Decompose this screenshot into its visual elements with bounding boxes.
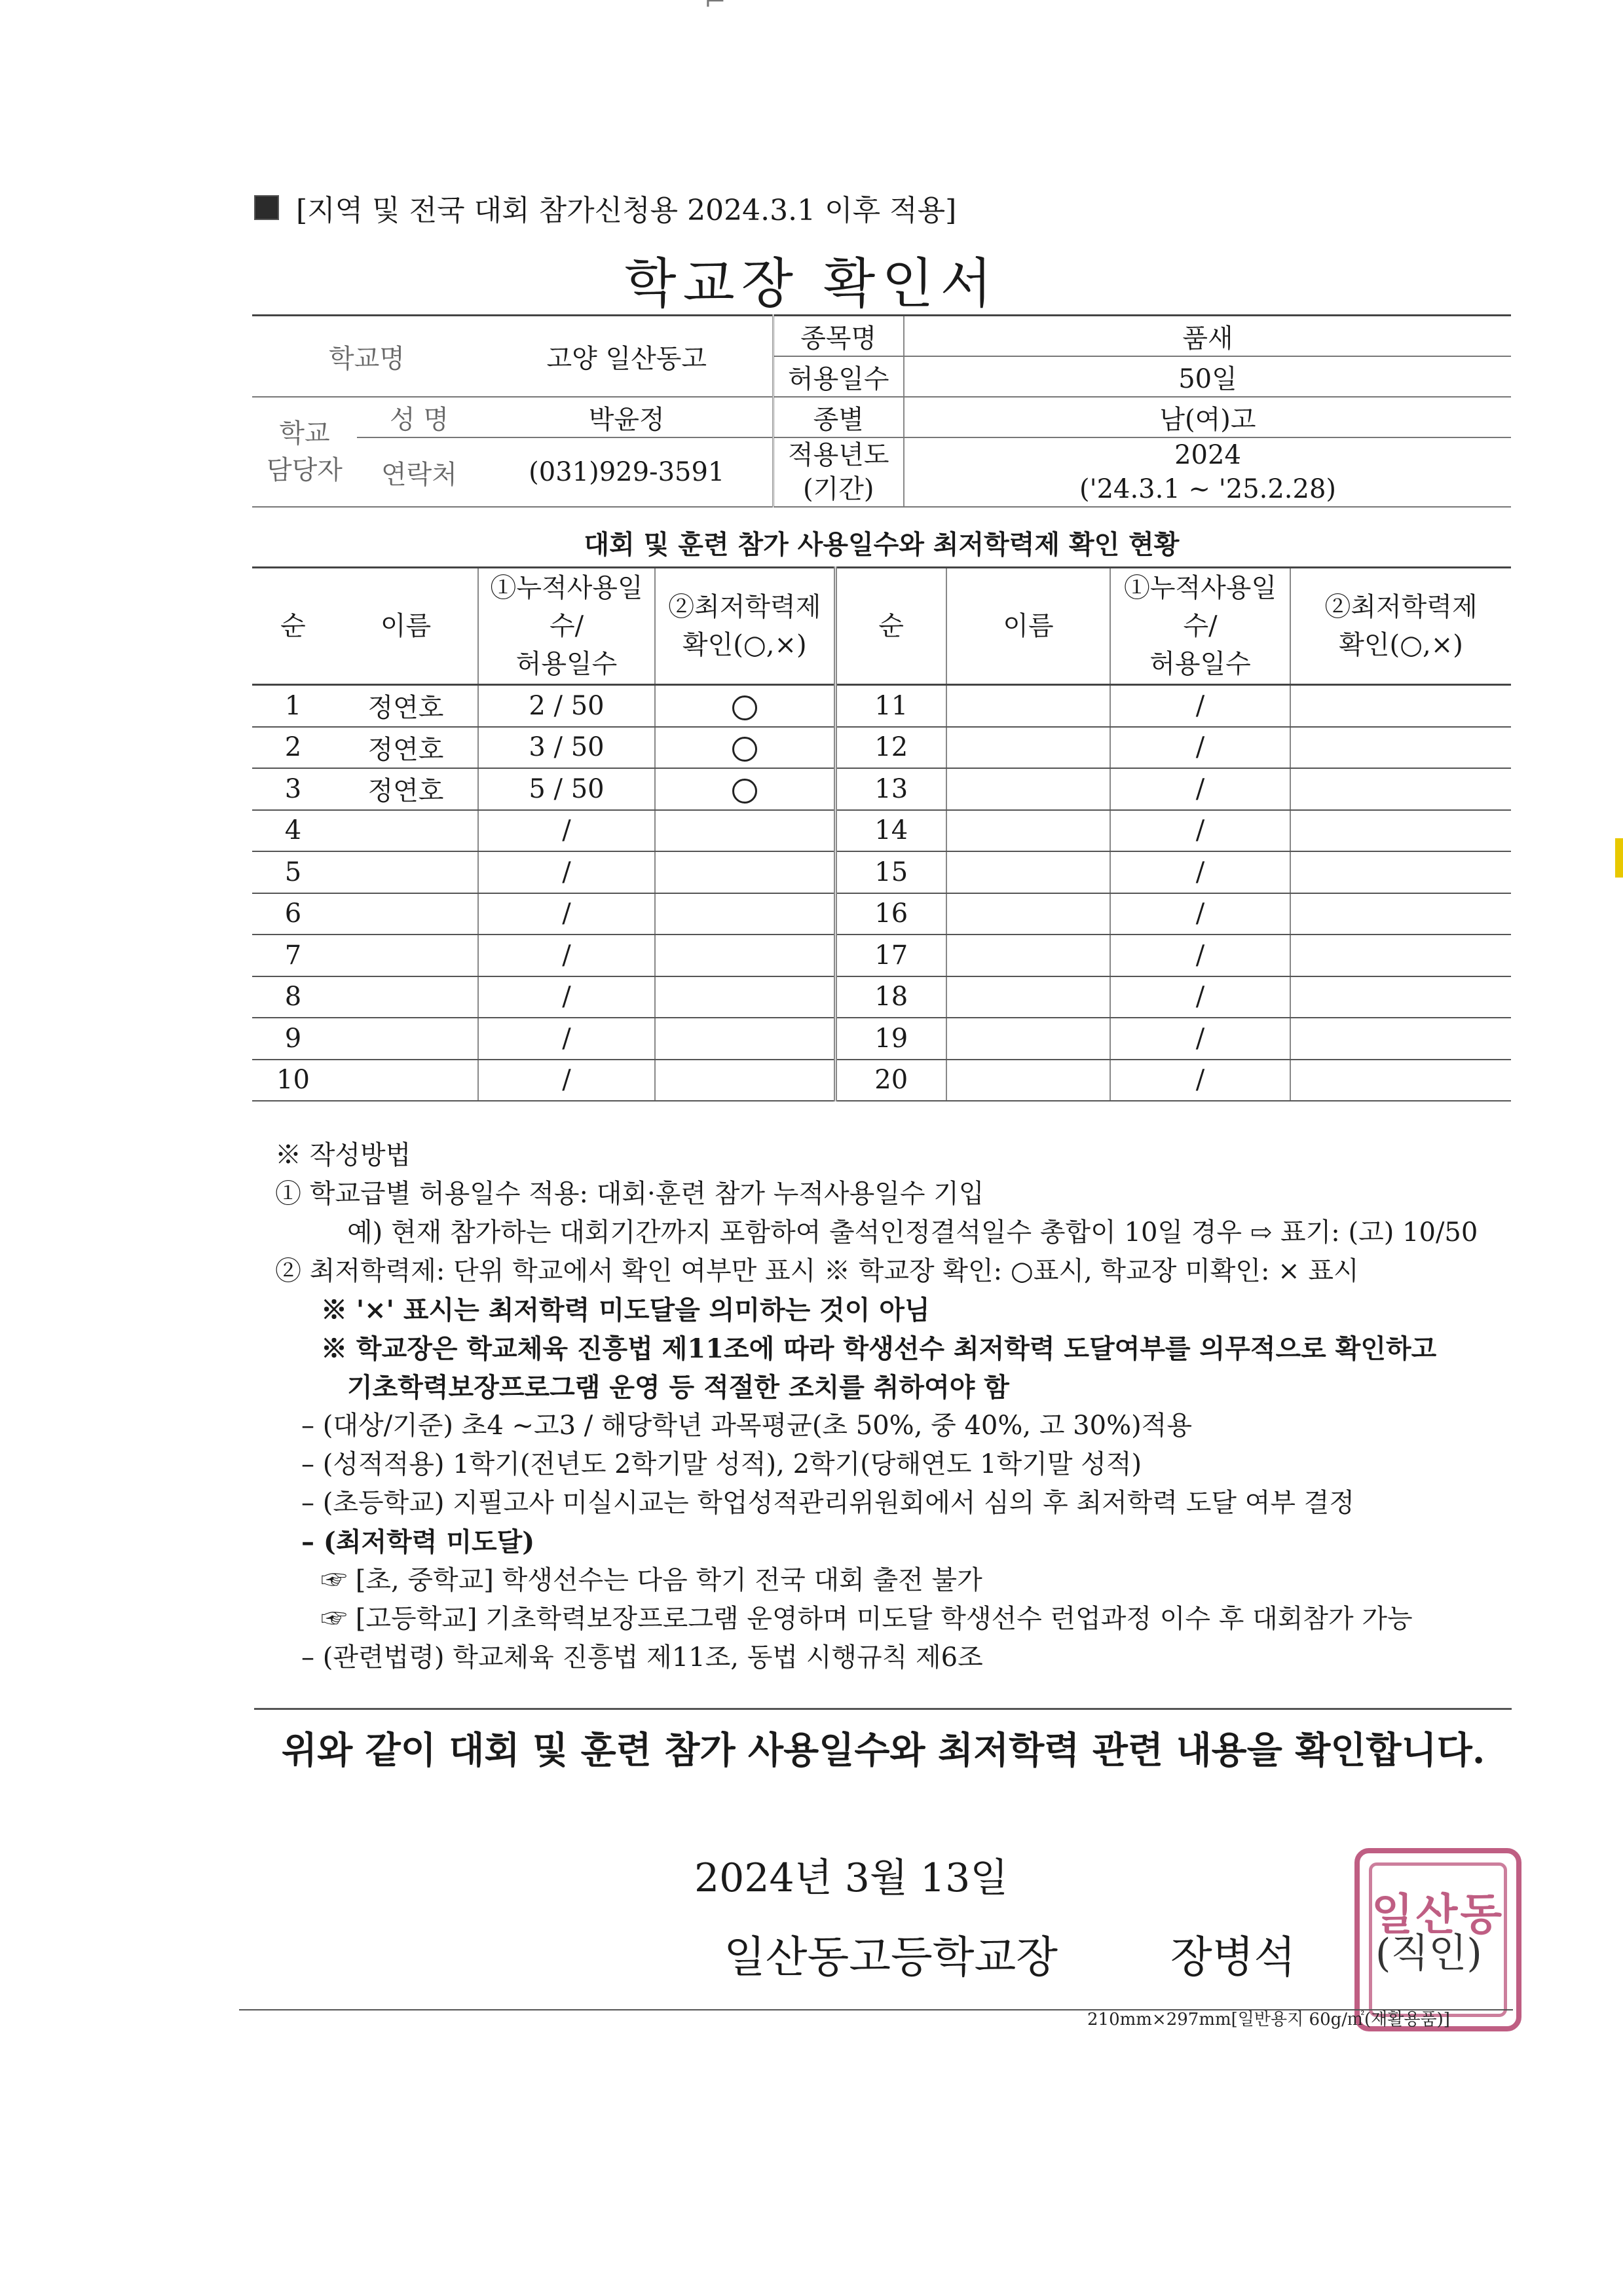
row-confirm-left bbox=[655, 810, 835, 852]
row-confirm-left bbox=[655, 727, 835, 769]
row-name-left bbox=[334, 1018, 478, 1060]
method-heading: ※ 작성방법 bbox=[275, 1140, 411, 1170]
method-line-13: – (관련법령) 학교체육 진흥법 제11조, 동법 시행규칙 제6조 bbox=[301, 1642, 983, 1673]
row-confirm-right bbox=[1290, 976, 1511, 1018]
row-seq-right: 15 bbox=[835, 851, 946, 893]
scan-mark: ⌐ bbox=[704, 0, 726, 17]
event-label: 종목명 bbox=[773, 316, 904, 357]
row-name-right bbox=[946, 685, 1110, 727]
table-row bbox=[252, 685, 1511, 727]
year-label-line1: 적용년도 bbox=[787, 440, 889, 470]
header-note-text: [지역 및 전국 대회 참가신청용 2024.3.1 이후 적용] bbox=[296, 194, 957, 227]
method-line-12: ☞ [고등학교] 기초학력보장프로그램 운영하며 미도달 학생선수 런업과정 이수 후 대회참가 가능 bbox=[321, 1604, 1413, 1634]
method-line-3: ② 최저학력제: 단위 학교에서 확인 여부만 표시 ※ 학교장 확인: ○표시, 학교장 미확인: × 표시 bbox=[275, 1256, 1359, 1286]
row-name-left bbox=[334, 810, 478, 852]
event-value: 품새 bbox=[904, 316, 1511, 357]
row-confirm-left bbox=[655, 685, 835, 727]
header-days-line1: ①누적사용일수/ bbox=[1123, 573, 1277, 641]
row-name-right bbox=[946, 727, 1110, 769]
row-seq-left: 10 bbox=[252, 1060, 334, 1102]
row-days-left: 2 / 50 bbox=[478, 685, 655, 727]
row-name-right bbox=[946, 1018, 1110, 1060]
header-confirm-line2: 확인(○,×) bbox=[1339, 630, 1463, 660]
row-seq-right: 18 bbox=[835, 976, 946, 1018]
row-name-left: 정연호 bbox=[334, 727, 478, 769]
row-days-right: / bbox=[1110, 768, 1290, 810]
row-days-right: / bbox=[1110, 810, 1290, 852]
row-seq-left: 3 bbox=[252, 768, 334, 810]
table-row bbox=[252, 810, 1511, 852]
circle-mark-icon bbox=[732, 737, 757, 762]
row-confirm-left bbox=[655, 851, 835, 893]
method-line-1: ① 학교급별 허용일수 적용: 대회·훈련 참가 누적사용일수 기입 bbox=[275, 1179, 984, 1209]
row-name-right bbox=[946, 935, 1110, 976]
row-days-right: / bbox=[1110, 976, 1290, 1018]
header-seq-left: 순 bbox=[252, 568, 334, 685]
paper-spec-note: 210mm×297mm[일반용지 60g/㎡(재활용품)] bbox=[1087, 2010, 1450, 2029]
method-line-9: – (초등학교) 지필고사 미실시교는 학업성적관리위원회에서 심의 후 최저학력 도달 여부 결정 bbox=[301, 1488, 1355, 1518]
row-name-left bbox=[334, 1060, 478, 1102]
method-line-7: – (대상/기준) 초4 ~고3 / 해당학년 과목평균(초 50%, 중 40%, 고 30%)적용 bbox=[301, 1411, 1192, 1441]
row-confirm-left bbox=[655, 1060, 835, 1102]
row-days-left: / bbox=[478, 1060, 655, 1102]
row-confirm-right bbox=[1290, 893, 1511, 935]
confirm-statement: 위와 같이 대회 및 훈련 참가 사용일수와 최저학력 관련 내용을 확인합니다. bbox=[282, 1729, 1485, 1772]
manager-label bbox=[252, 397, 357, 507]
row-name-left bbox=[334, 851, 478, 893]
row-days-left: / bbox=[478, 851, 655, 893]
row-confirm-right bbox=[1290, 685, 1511, 727]
row-name-right bbox=[946, 893, 1110, 935]
seal-text: 일산동 bbox=[1371, 1889, 1505, 1940]
header-confirm-right bbox=[1290, 568, 1511, 685]
year-value bbox=[904, 437, 1511, 507]
row-name-right bbox=[946, 768, 1110, 810]
table-row bbox=[252, 976, 1511, 1018]
method-line-5: ※ 학교장은 학교체육 진흥법 제11조에 따라 학생선수 최저학력 도달여부를 의무적으로 확인하고 bbox=[321, 1333, 1437, 1364]
gender-label: 종별 bbox=[773, 397, 904, 437]
row-name-right bbox=[946, 1060, 1110, 1102]
row-name-left: 정연호 bbox=[334, 685, 478, 727]
row-seq-right: 16 bbox=[835, 893, 946, 935]
row-confirm-left bbox=[655, 976, 835, 1018]
row-seq-right: 11 bbox=[835, 685, 946, 727]
row-name-right bbox=[946, 851, 1110, 893]
table-row bbox=[252, 768, 1511, 810]
circle-mark-icon bbox=[732, 695, 757, 720]
row-seq-left: 4 bbox=[252, 810, 334, 852]
signature-name: 장병석 bbox=[1170, 1932, 1296, 1982]
row-confirm-left bbox=[655, 768, 835, 810]
row-days-right: / bbox=[1110, 1018, 1290, 1060]
row-days-right: / bbox=[1110, 1060, 1290, 1102]
row-seq-left: 9 bbox=[252, 1018, 334, 1060]
header-days-right bbox=[1110, 568, 1290, 685]
row-seq-right: 13 bbox=[835, 768, 946, 810]
row-confirm-right bbox=[1290, 727, 1511, 769]
row-seq-right: 12 bbox=[835, 727, 946, 769]
header-days-line1: ①누적사용일수/ bbox=[490, 573, 643, 641]
row-days-right: / bbox=[1110, 935, 1290, 976]
row-days-left: / bbox=[478, 935, 655, 976]
year-value-line1: 2024 bbox=[1174, 440, 1241, 470]
row-name-left bbox=[334, 976, 478, 1018]
row-confirm-left bbox=[655, 935, 835, 976]
info-table bbox=[252, 314, 1511, 508]
row-seq-left: 7 bbox=[252, 935, 334, 976]
header-name-left: 이름 bbox=[334, 568, 478, 685]
row-confirm-right bbox=[1290, 851, 1511, 893]
seal-label: (직인) bbox=[1375, 1931, 1482, 1976]
row-confirm-right bbox=[1290, 768, 1511, 810]
table-row bbox=[252, 1018, 1511, 1060]
manager-label-line2: 담당자 bbox=[267, 455, 343, 485]
period-value: ('24.3.1 ~ '25.2.28) bbox=[1079, 474, 1337, 504]
row-name-right bbox=[946, 810, 1110, 852]
row-seq-right: 17 bbox=[835, 935, 946, 976]
signature-school: 일산동고등학교장 bbox=[724, 1932, 1058, 1982]
table-row bbox=[252, 727, 1511, 769]
name-value: 박윤정 bbox=[481, 397, 773, 437]
signature-line bbox=[724, 1922, 1296, 1984]
row-seq-left: 6 bbox=[252, 893, 334, 935]
row-confirm-right bbox=[1290, 935, 1511, 976]
method-line-2: 예) 현재 참가하는 대회기간까지 포함하여 출석인정결석일수 총합이 10일 경우 ⇨ 표기: (고) 10/50 bbox=[347, 1217, 1478, 1248]
allowed-days-value: 50일 bbox=[904, 356, 1511, 397]
row-seq-right: 19 bbox=[835, 1018, 946, 1060]
row-days-right: / bbox=[1110, 893, 1290, 935]
header-confirm-line1: ②최저학력제 bbox=[668, 592, 821, 622]
status-title: 대회 및 훈련 참가 사용일수와 최저학력제 확인 현황 bbox=[584, 529, 1180, 560]
table-row bbox=[252, 893, 1511, 935]
status-table bbox=[252, 566, 1511, 1102]
manager-label-line1: 학교 bbox=[279, 418, 330, 449]
header-name-right: 이름 bbox=[946, 568, 1110, 685]
year-label bbox=[773, 437, 904, 507]
writing-method bbox=[275, 1136, 1533, 1677]
divider-top bbox=[254, 1708, 1512, 1710]
row-name-left bbox=[334, 935, 478, 976]
row-seq-left: 5 bbox=[252, 851, 334, 893]
row-days-left: / bbox=[478, 810, 655, 852]
row-confirm-right bbox=[1290, 1018, 1511, 1060]
header-confirm-left bbox=[655, 568, 835, 685]
row-seq-left: 8 bbox=[252, 976, 334, 1018]
scan-edge-mark bbox=[1615, 838, 1623, 878]
contact-label: 연락처 bbox=[357, 437, 481, 507]
row-confirm-left bbox=[655, 893, 835, 935]
row-days-left: / bbox=[478, 976, 655, 1018]
table-row bbox=[252, 851, 1511, 893]
year-label-line2: (기간) bbox=[803, 474, 874, 504]
row-confirm-left bbox=[655, 1018, 835, 1060]
row-confirm-right bbox=[1290, 1060, 1511, 1102]
issue-date: 2024년 3월 13일 bbox=[694, 1855, 1009, 1901]
row-name-left: 정연호 bbox=[334, 768, 478, 810]
header-days-left bbox=[478, 568, 655, 685]
row-seq-left: 1 bbox=[252, 685, 334, 727]
row-days-right: / bbox=[1110, 685, 1290, 727]
method-line-8: – (성적적용) 1학기(전년도 2학기말 성적), 2학기(당해연도 1학기말 성적) bbox=[301, 1449, 1142, 1479]
row-days-left: 5 / 50 bbox=[478, 768, 655, 810]
row-days-right: / bbox=[1110, 727, 1290, 769]
header-days-line2: 허용일수 bbox=[1149, 649, 1251, 679]
header-confirm-line2: 확인(○,×) bbox=[682, 630, 807, 660]
header-seq-right: 순 bbox=[835, 568, 946, 685]
name-label: 성 명 bbox=[357, 397, 481, 437]
method-line-11: ☞ [초, 중학교] 학생선수는 다음 학기 전국 대회 출전 불가 bbox=[321, 1565, 982, 1595]
gender-value: 남(여)고 bbox=[904, 397, 1511, 437]
contact-value: (031)929-3591 bbox=[481, 437, 773, 507]
square-bullet-icon bbox=[254, 195, 279, 220]
row-days-right: / bbox=[1110, 851, 1290, 893]
method-line-10: – (최저학력 미도달) bbox=[301, 1527, 535, 1557]
row-name-right bbox=[946, 976, 1110, 1018]
school-label: 학교명 bbox=[252, 316, 481, 398]
row-days-left: / bbox=[478, 1018, 655, 1060]
row-name-left bbox=[334, 893, 478, 935]
school-value: 고양 일산동고 bbox=[481, 316, 773, 398]
header-days-line2: 허용일수 bbox=[515, 649, 618, 679]
method-line-6: 기초학력보장프로그램 운영 등 적절한 조치를 취하여야 함 bbox=[347, 1372, 1009, 1403]
status-table-body bbox=[252, 685, 1511, 1102]
row-seq-right: 14 bbox=[835, 810, 946, 852]
header-confirm-line1: ②최저학력제 bbox=[1324, 592, 1478, 622]
row-days-left: 3 / 50 bbox=[478, 727, 655, 769]
table-row bbox=[252, 935, 1511, 976]
header-note bbox=[254, 187, 956, 229]
row-seq-right: 20 bbox=[835, 1060, 946, 1102]
row-confirm-right bbox=[1290, 810, 1511, 852]
document-title: 학교장 확인서 bbox=[624, 253, 999, 315]
row-seq-left: 2 bbox=[252, 727, 334, 769]
table-row bbox=[252, 1060, 1511, 1102]
allowed-days-label: 허용일수 bbox=[773, 356, 904, 397]
row-days-left: / bbox=[478, 893, 655, 935]
circle-mark-icon bbox=[732, 779, 757, 804]
method-line-4: ※ '×' 표시는 최저학력 미도달을 의미하는 것이 아님 bbox=[321, 1295, 930, 1325]
